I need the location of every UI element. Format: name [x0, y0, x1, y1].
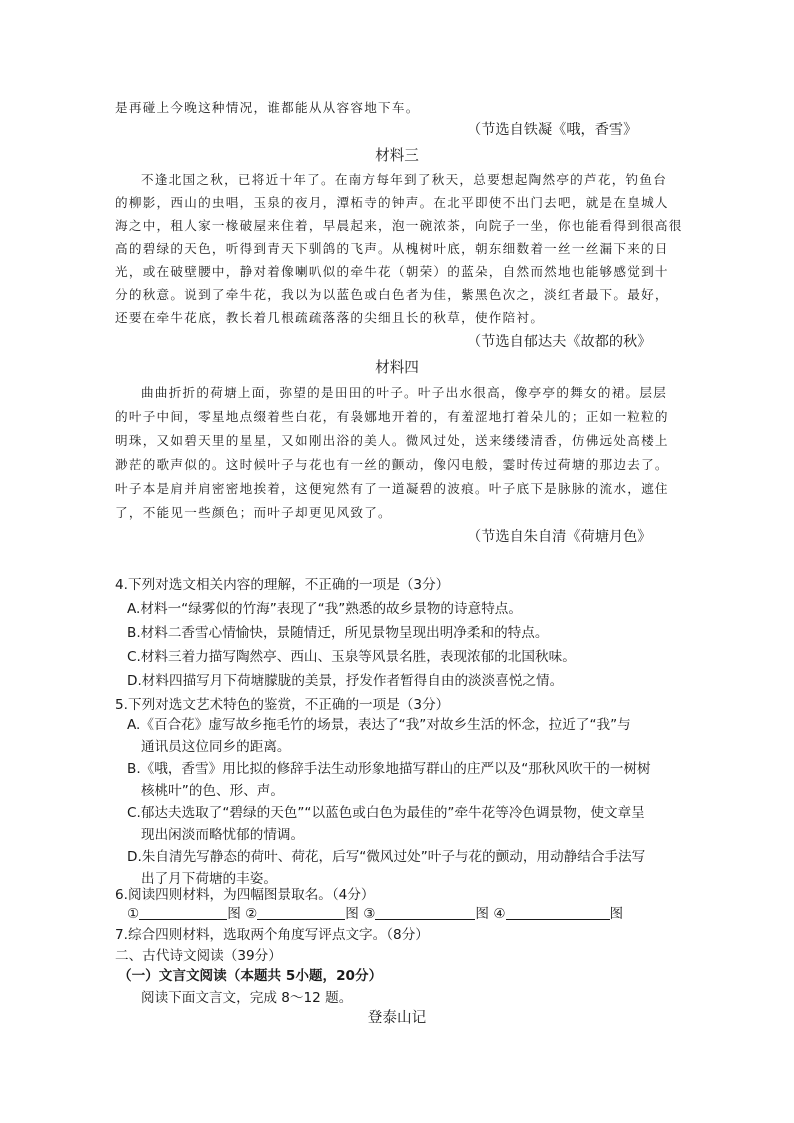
- blank-suffix: 图: [475, 906, 489, 922]
- material3-line: 分的秋意。说到了牵牛花，我以为以蓝色或白色者为佳，紫黑色次之，淡红者最下。最好，: [115, 287, 669, 302]
- answer-blank-3[interactable]: [375, 905, 475, 920]
- question-5-option-c-cont: 现出闲淡而略忧郁的情调。: [141, 827, 305, 843]
- material3-source: （节选自郁达夫《故都的秋》: [467, 334, 652, 350]
- question-4-option-d: D.材料四描写月下荷塘朦胧的美景，抒发作者暂得自由的淡淡喜悦之情。: [127, 673, 564, 689]
- question-4-option-b: B.材料二香雪心情愉快，景随情迁，所见景物呈现出明净柔和的特点。: [127, 625, 549, 641]
- question-5-option-a: A.《百合花》虚写故乡拖毛竹的场景，表达了“我”对故乡生活的怀念，拉近了“我”与: [127, 717, 631, 733]
- blank-number: ②: [245, 906, 258, 922]
- question-4-stem: 4.下列对选文相关内容的理解，不正确的一项是（3分）: [115, 577, 450, 593]
- answer-blank-2[interactable]: [257, 905, 345, 920]
- material4-line: 了，不能见一些颜色；而叶子却更见风致了。: [115, 505, 392, 520]
- answer-blank-1[interactable]: [139, 905, 227, 920]
- material3-title: 材料三: [375, 147, 419, 164]
- blank-number: ③: [363, 906, 376, 922]
- material4-line: 的叶子中间，零星地点缀着些白花，有袅娜地开着的，有羞涩地打着朵儿的；正如一粒粒的: [115, 409, 669, 424]
- question-5-option-c: C.郁达夫选取了“碧绿的天色”“以蓝色或白色为最佳的”牵牛花等冷色调景物，使文章呈: [127, 805, 645, 821]
- material3-line: 光，或在破壁腰中，静对着像喇叭似的牵牛花（朝荣）的蓝朵，自然而然地也能够感觉到十: [115, 264, 669, 279]
- question-7-stem: 7.综合四则材料，选取两个角度写评点文字。（8分）: [115, 927, 429, 943]
- material4-line: 叶子本是肩并肩密密地挨着，这便宛然有了一道凝碧的波痕。叶子底下是脉脉的流水，遮住: [115, 481, 669, 496]
- question-5-option-b-cont: 核桃叶”的色、形、声。: [141, 783, 284, 799]
- material3-line: 不逢北国之秋，已将近十年了。在南方每年到了秋天，总要想起陶然亭的芦花，钓鱼台: [141, 172, 668, 187]
- question-6-blanks: [127, 904, 623, 924]
- passage-title: 登泰山记: [367, 1009, 427, 1026]
- question-5-option-a-cont: 通讯员这位同乡的距离。: [141, 739, 291, 755]
- section-heading: 二、古代诗文阅读（39分）: [115, 948, 282, 964]
- blank-suffix: 图: [345, 906, 359, 922]
- answer-blank-4[interactable]: [506, 905, 610, 920]
- blank-number: ①: [127, 906, 140, 922]
- blank-number: ④: [493, 906, 506, 922]
- material2-source: （节选自铁凝《哦，香雪》: [467, 122, 638, 138]
- material3-line: 高的碧绿的天色，听得到青天下驯鸽的飞声。从槐树叶底，朝东细数着一丝一丝漏下来的日: [115, 241, 669, 256]
- question-4-option-a: A.材料一“绿雾似的竹海”表现了“我”熟悉的故乡景物的诗意特点。: [127, 601, 522, 617]
- subsection-heading: （一）文言文阅读（本题共 5小题，20分）: [118, 968, 383, 984]
- material3-line: 海之中，租人家一椽破屋来住着，早晨起来，泡一碗浓茶，向院子一坐，你也能看得到很高很: [115, 218, 683, 233]
- material4-source: （节选自朱自清《荷塘月色》: [467, 529, 652, 545]
- question-6-stem: 6.阅读四则材料，为四幅图景取名。（4分）: [115, 887, 375, 903]
- material4-line: 渺茫的歌声似的。这时候叶子与花也有一丝的颤动，像闪电般，霎时传过荷塘的那边去了。: [115, 457, 669, 472]
- question-5-option-d-cont: 出了月下荷塘的丰姿。: [141, 871, 277, 887]
- material4-line: 明珠，又如碧天里的星星，又如刚出浴的美人。微风过处，送来缕缕清香，仿佛远处高楼上: [115, 433, 669, 448]
- question-5-option-d: D.朱自清先写静态的荷叶、荷花，后写“微风过处”叶子与花的颤动，用动静结合手法写: [127, 849, 646, 865]
- material3-line: 还要在牵牛花底，教长着几根疏疏落落的尖细且长的秋草，使作陪衬。: [115, 310, 545, 325]
- material2-last-line: 是再碰上今晚这种情况，谁都能从从容容地下车。: [115, 100, 420, 115]
- question-5-stem: 5.下列对选文艺术特色的鉴赏，不正确的一项是（3分）: [115, 697, 450, 713]
- material3-line: 的柳影，西山的虫唱，玉泉的夜月，潭柘寺的钟声。在北平即使不出门去吧，就是在皇城人: [115, 195, 669, 210]
- question-4-option-c: C.材料三着力描写陶然亭、西山、玉泉等风景名胜，表现浓郁的北国秋味。: [127, 649, 576, 665]
- material4-line: 曲曲折折的荷塘上面，弥望的是田田的叶子。叶子出水很高，像亭亭的舞女的裙。层层: [141, 385, 668, 400]
- question-5-option-b: B.《哦，香雪》用比拟的修辞手法生动形象地描写群山的庄严以及“那秋风吹干的一树树: [127, 761, 651, 777]
- blank-suffix: 图: [227, 906, 241, 922]
- blank-suffix: 图: [609, 906, 624, 922]
- material4-title: 材料四: [375, 359, 419, 376]
- reading-instruction: 阅读下面文言文，完成 8～12 题。: [141, 990, 353, 1006]
